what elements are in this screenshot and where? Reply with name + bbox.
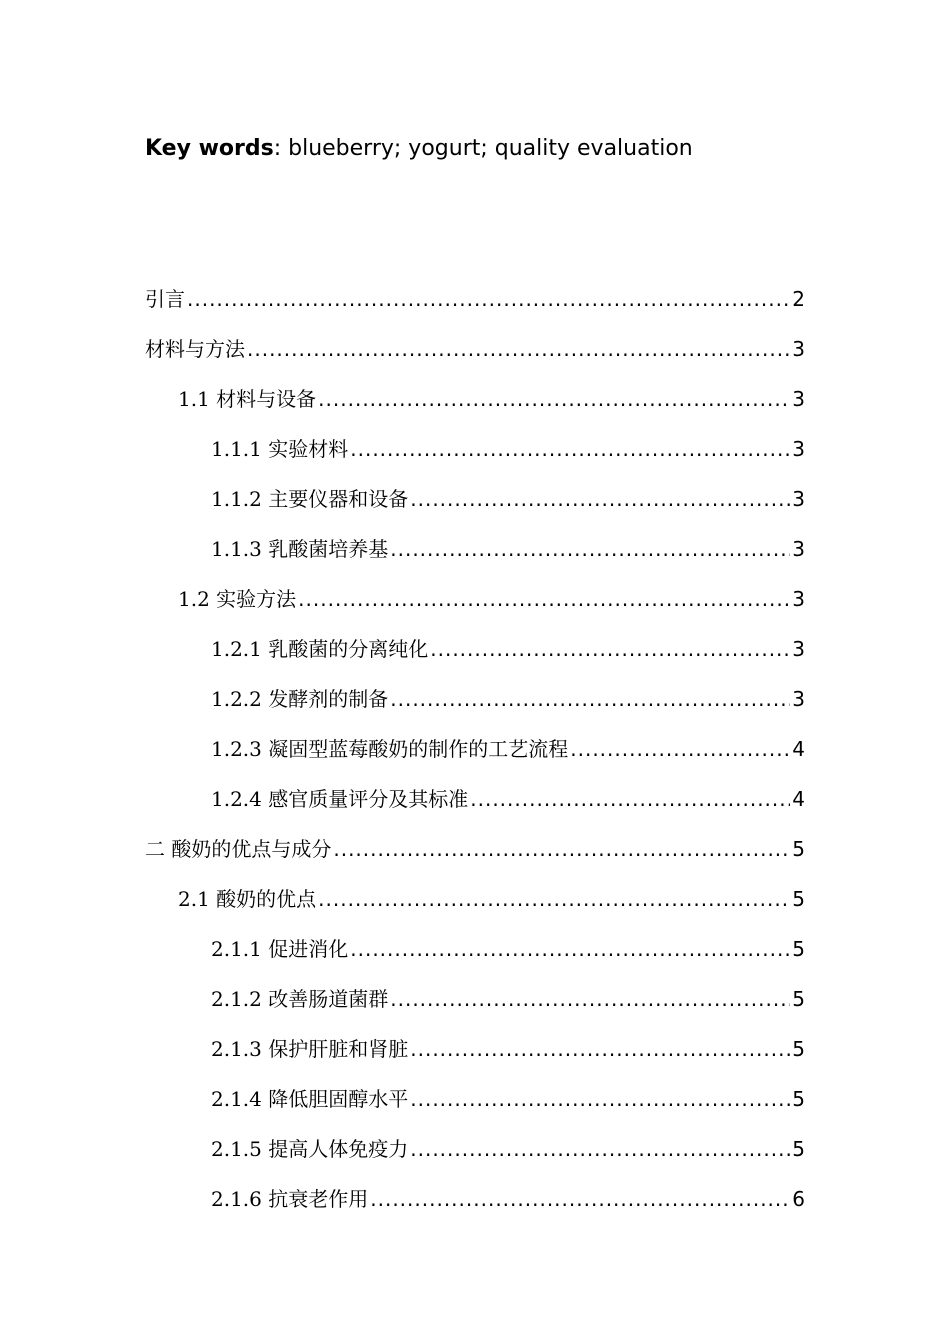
toc-dot-leader xyxy=(410,482,790,516)
toc-entry-page-number: 4 xyxy=(792,737,805,761)
toc-entry-title: 材料与方法 xyxy=(145,337,245,361)
toc-entry-page-number: 4 xyxy=(792,787,805,811)
toc-dot-leader xyxy=(370,1182,790,1216)
toc-dot-leader xyxy=(570,732,790,766)
toc-dot-leader xyxy=(390,682,790,716)
toc-dot-leader xyxy=(470,782,790,816)
toc-entry-title: 1.2.3 凝固型蓝莓酸奶的制作的工艺流程 xyxy=(211,737,569,761)
toc-entry-page-number: 5 xyxy=(792,1137,805,1161)
toc-entry-title: 二 酸奶的优点与成分 xyxy=(145,837,332,861)
toc-entry-title: 1.1.3 乳酸菌培养基 xyxy=(211,537,389,561)
toc-entry[interactable] xyxy=(145,982,805,1032)
toc-entry-page-number: 5 xyxy=(792,1037,805,1061)
toc-entry[interactable] xyxy=(145,282,805,332)
keywords-text: blueberry; yogurt; quality evaluation xyxy=(288,136,693,161)
table-of-contents xyxy=(145,282,805,1232)
keywords-separator: : xyxy=(273,136,289,161)
toc-entry-page-number: 3 xyxy=(792,437,805,461)
toc-entry-title: 2.1.4 降低胆固醇水平 xyxy=(211,1087,409,1111)
toc-entry-title: 1.2.1 乳酸菌的分离纯化 xyxy=(211,637,429,661)
toc-entry[interactable] xyxy=(145,532,805,582)
toc-entry[interactable] xyxy=(145,382,805,432)
toc-entry-title: 2.1.1 促进消化 xyxy=(211,937,349,961)
toc-entry[interactable] xyxy=(145,882,805,932)
keywords-line xyxy=(145,134,693,164)
toc-entry-page-number: 6 xyxy=(792,1187,805,1211)
toc-entry-page-number: 3 xyxy=(792,387,805,411)
toc-entry-title: 引言 xyxy=(145,287,185,311)
toc-entry-page-number: 3 xyxy=(792,487,805,511)
toc-entry-page-number: 3 xyxy=(792,637,805,661)
toc-entry-page-number: 5 xyxy=(792,887,805,911)
toc-entry-title: 1.1.2 主要仪器和设备 xyxy=(211,487,409,511)
toc-entry[interactable] xyxy=(145,1182,805,1232)
toc-entry-title: 1.2.4 感官质量评分及其标准 xyxy=(211,787,469,811)
toc-dot-leader xyxy=(410,1132,790,1166)
toc-entry-page-number: 5 xyxy=(792,937,805,961)
toc-dot-leader xyxy=(350,932,790,966)
toc-entry-page-number: 3 xyxy=(792,337,805,361)
toc-entry-title: 2.1.5 提高人体免疫力 xyxy=(211,1137,409,1161)
toc-entry-title: 1.1.1 实验材料 xyxy=(211,437,349,461)
toc-entry[interactable] xyxy=(145,632,805,682)
toc-entry-page-number: 3 xyxy=(792,587,805,611)
toc-dot-leader xyxy=(187,282,790,316)
toc-entry[interactable] xyxy=(145,932,805,982)
toc-entry[interactable] xyxy=(145,732,805,782)
toc-entry[interactable] xyxy=(145,1082,805,1132)
toc-dot-leader xyxy=(333,832,790,866)
toc-dot-leader xyxy=(390,982,790,1016)
toc-entry-title: 1.2 实验方法 xyxy=(178,587,297,611)
keywords-label: Key words xyxy=(145,136,274,161)
toc-entry-title: 2.1 酸奶的优点 xyxy=(178,887,317,911)
toc-dot-leader xyxy=(410,1082,790,1116)
toc-entry-page-number: 3 xyxy=(792,687,805,711)
toc-dot-leader xyxy=(247,332,790,366)
toc-dot-leader xyxy=(298,582,790,616)
toc-entry[interactable] xyxy=(145,1132,805,1182)
toc-entry-title: 1.1 材料与设备 xyxy=(178,387,317,411)
toc-entry-page-number: 2 xyxy=(792,287,805,311)
toc-entry-page-number: 3 xyxy=(792,537,805,561)
toc-entry-title: 1.2.2 发酵剂的制备 xyxy=(211,687,389,711)
toc-dot-leader xyxy=(350,432,790,466)
toc-dot-leader xyxy=(410,1032,790,1066)
toc-entry[interactable] xyxy=(145,682,805,732)
toc-entry[interactable] xyxy=(145,332,805,382)
toc-entry-title: 2.1.6 抗衰老作用 xyxy=(211,1187,369,1211)
toc-entry[interactable] xyxy=(145,582,805,632)
toc-entry-page-number: 5 xyxy=(792,1087,805,1111)
toc-entry[interactable] xyxy=(145,482,805,532)
toc-dot-leader xyxy=(430,632,790,666)
toc-dot-leader xyxy=(318,882,790,916)
toc-entry-title: 2.1.2 改善肠道菌群 xyxy=(211,987,389,1011)
toc-dot-leader xyxy=(318,382,790,416)
toc-entry[interactable] xyxy=(145,832,805,882)
toc-entry[interactable] xyxy=(145,782,805,832)
toc-entry-page-number: 5 xyxy=(792,987,805,1011)
toc-entry[interactable] xyxy=(145,1032,805,1082)
toc-entry-title: 2.1.3 保护肝脏和肾脏 xyxy=(211,1037,409,1061)
toc-dot-leader xyxy=(390,532,790,566)
toc-entry-page-number: 5 xyxy=(792,837,805,861)
toc-entry[interactable] xyxy=(145,432,805,482)
